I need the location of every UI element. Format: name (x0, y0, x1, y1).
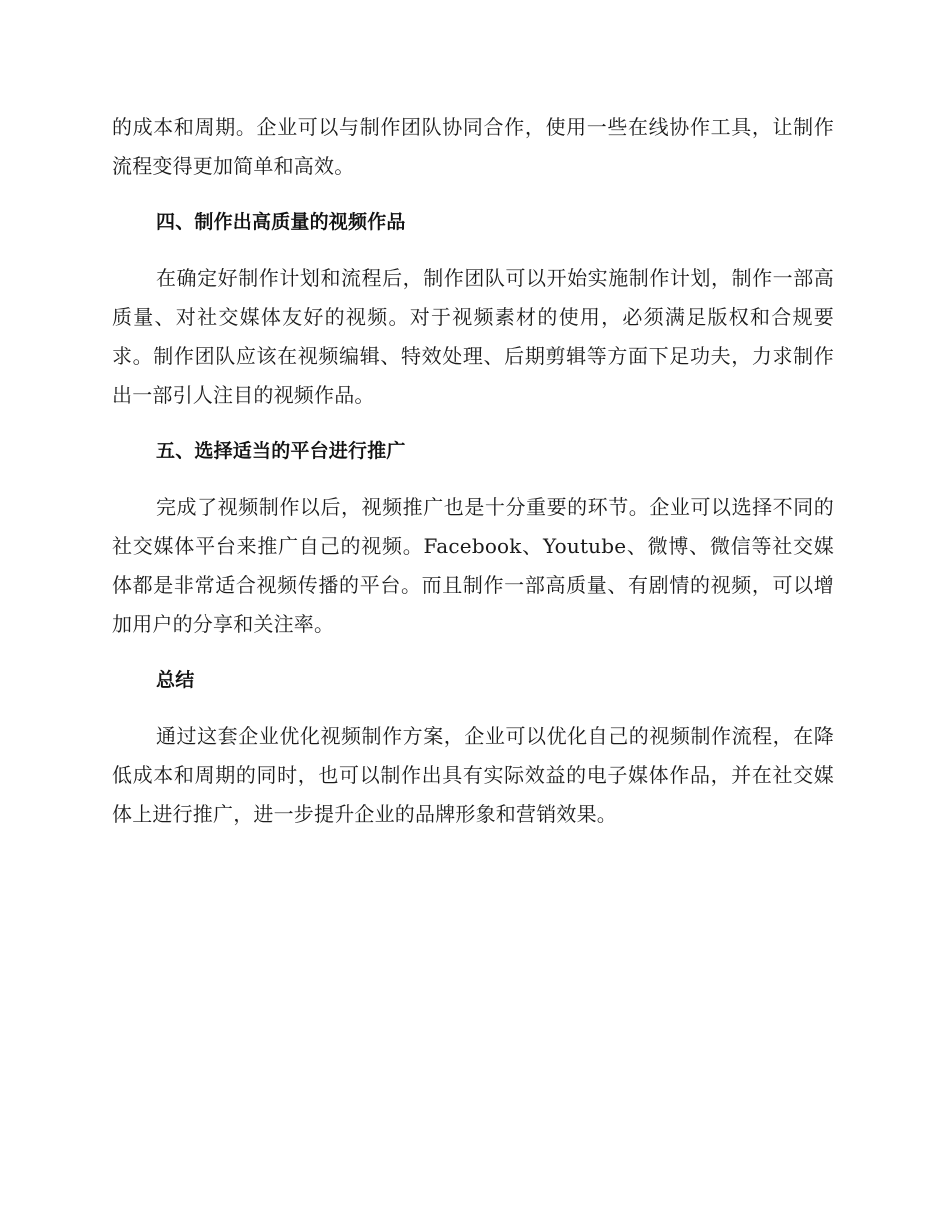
summary-paragraph: 通过这套企业优化视频制作方案，企业可以优化自己的视频制作流程，在降低成本和周期的同时，也可以制作出具有实际效益的电子媒体作品，并在社交媒体上进行推广，进一步提升企业的品牌形象和营销效果。 (112, 724, 834, 826)
continuation-paragraph: 的成本和周期。企业可以与制作团队协同合作，使用一些在线协作工具，让制作流程变得更加简单和高效。 (112, 115, 834, 178)
document-body (112, 108, 834, 834)
summary-heading: 总结 (156, 669, 195, 691)
section-paragraph-5: 完成了视频制作以后，视频推广也是十分重要的环节。企业可以选择不同的社交媒体平台来推广自己的视频。Facebook、Youtube、微博、微信等社交媒体都是非常适合视频传播的平台。而且制作一部高质量、有剧情的视频，可以增加用户的分享和关注率。 (112, 495, 834, 636)
section-heading-5: 五、选择适当的平台进行推广 (156, 440, 406, 462)
section-paragraph-4: 在确定好制作计划和流程后，制作团队可以开始实施制作计划，制作一部高质量、对社交媒体友好的视频。对于视频素材的使用，必须满足版权和合规要求。制作团队应该在视频编辑、特效处理、后期剪辑等方面下足功夫，力求制作出一部引人注目的视频作品。 (112, 266, 834, 407)
section-heading-4: 四、制作出高质量的视频作品 (156, 211, 406, 233)
